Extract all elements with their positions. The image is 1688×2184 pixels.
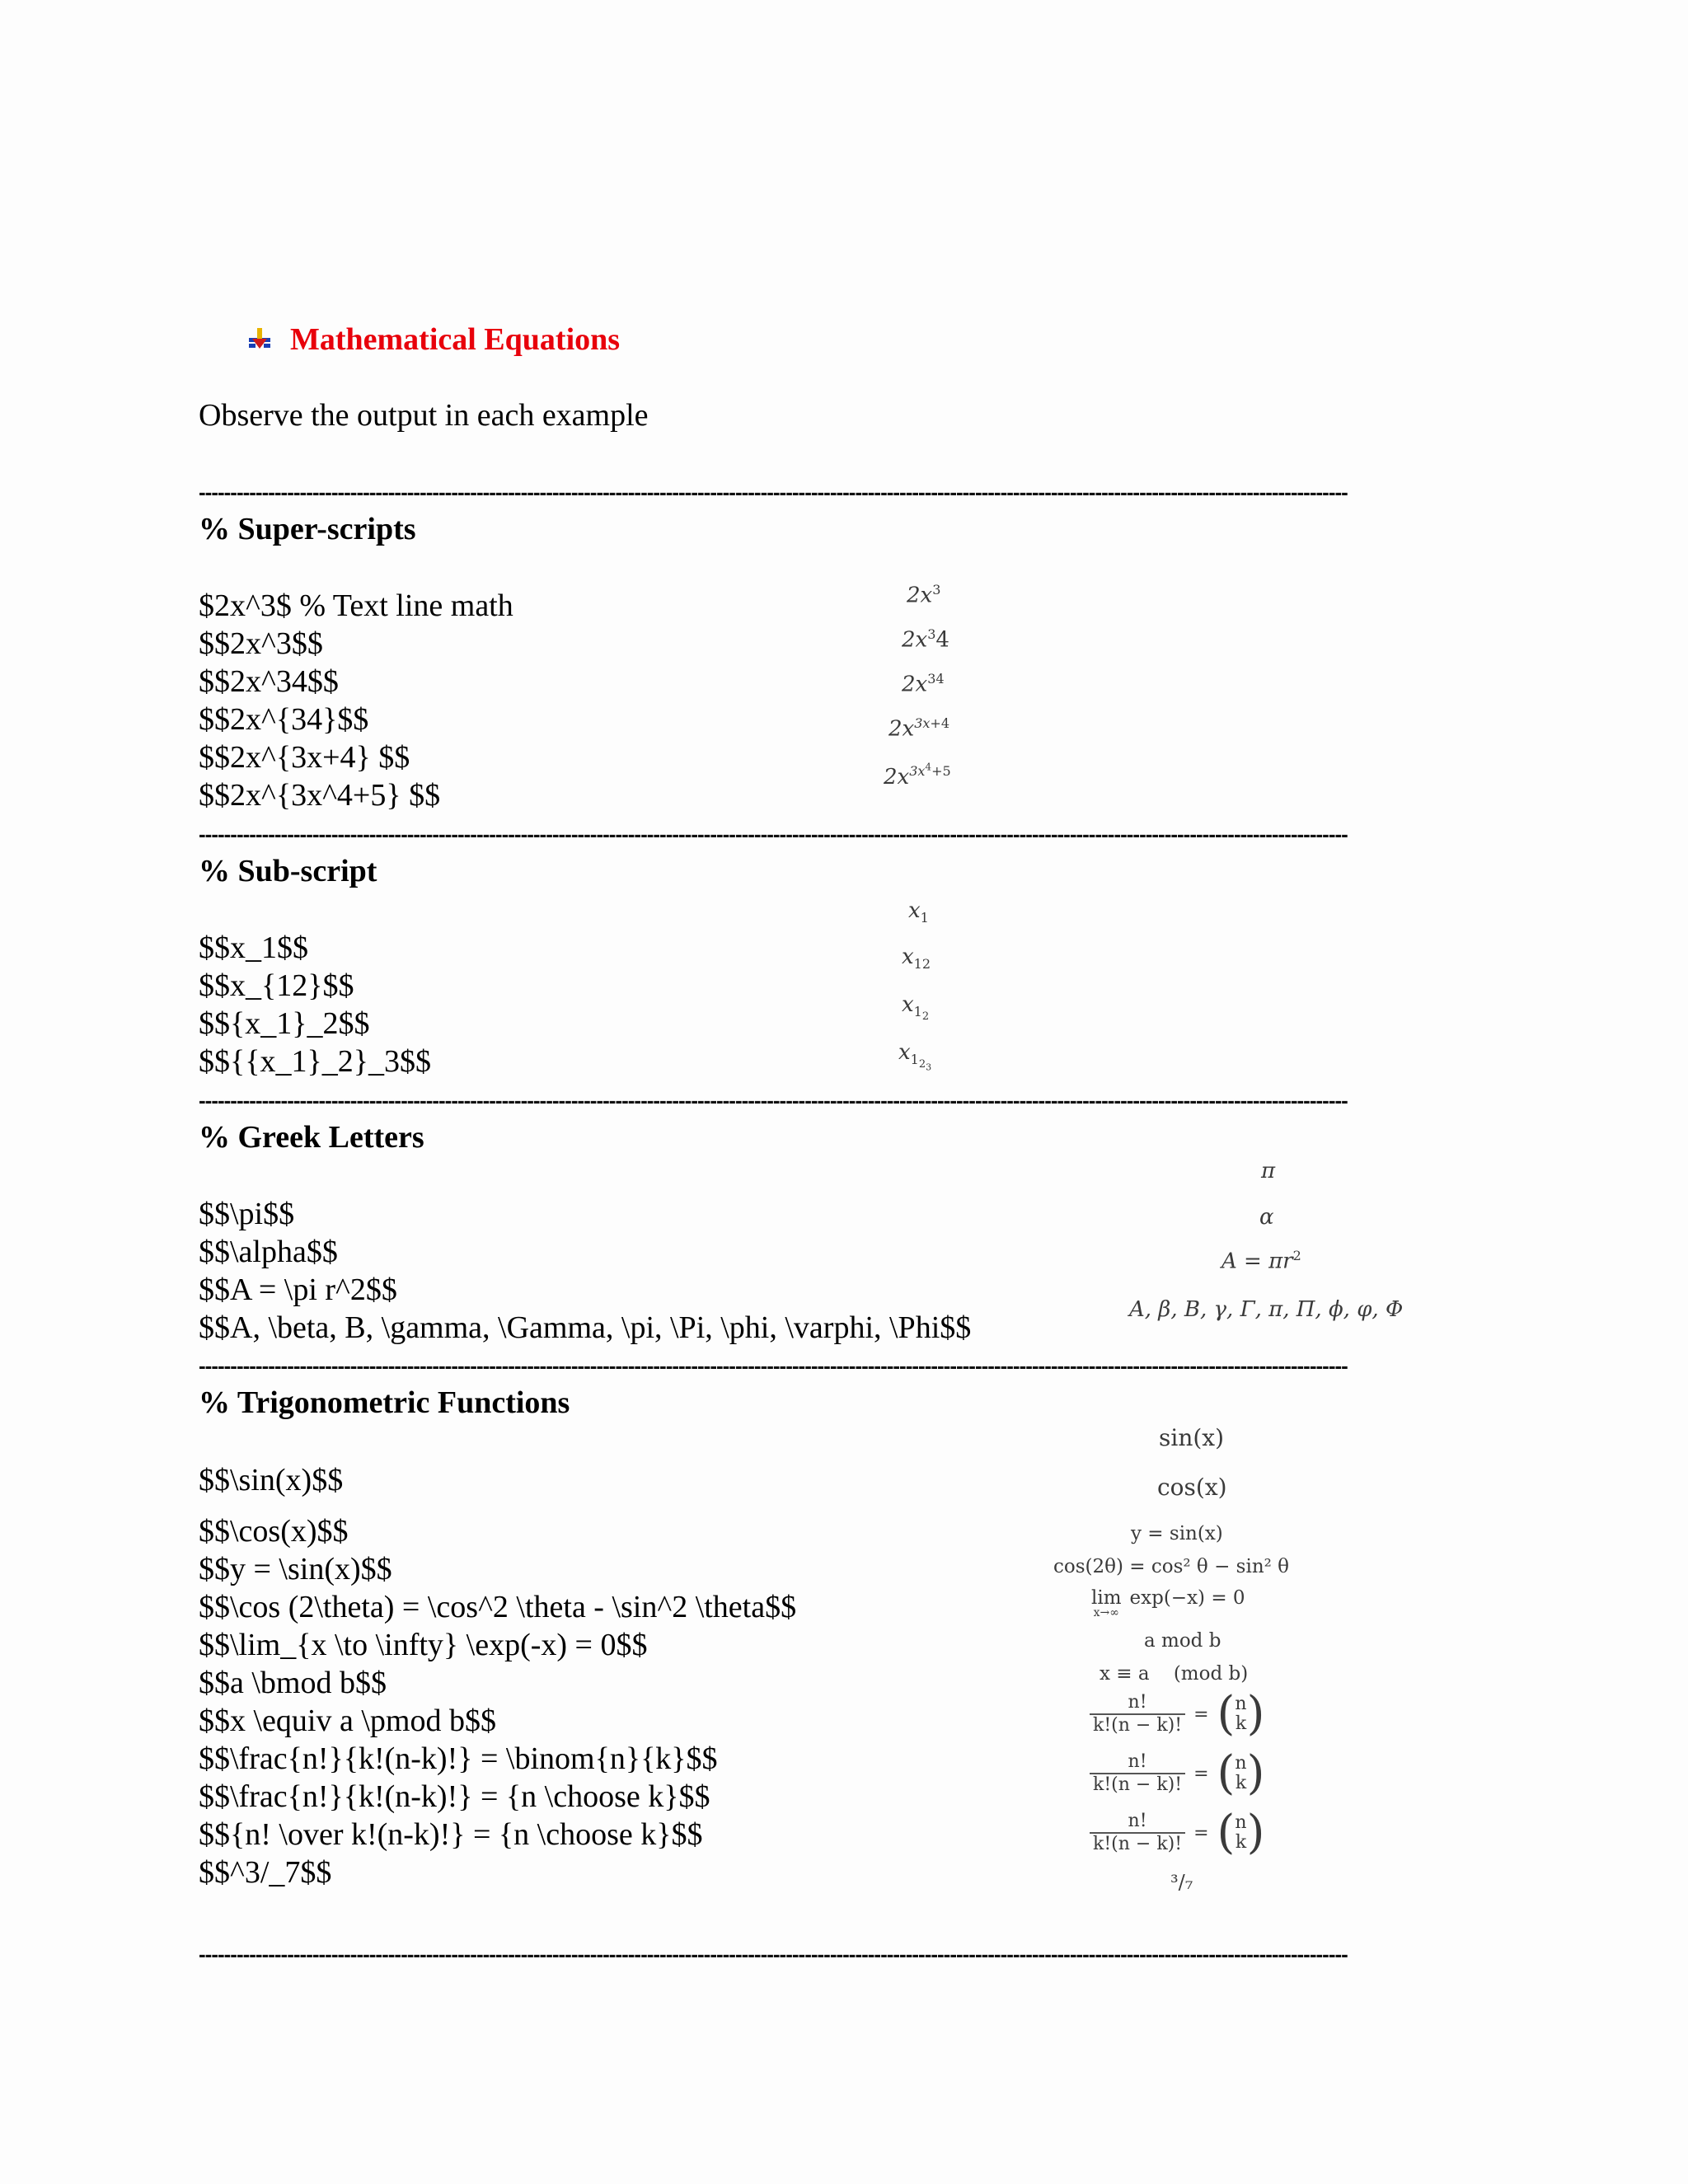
code-line: $$\pi$$ (199, 1197, 295, 1231)
rendered-equation: sin(x) (1159, 1424, 1224, 1451)
rendered-equation: $\frac{n!}{k!(n - k)!}$ = ( n k ) (1090, 1750, 1264, 1797)
code-line: $$\sin(x)$$ (199, 1463, 344, 1497)
rendered-equation: $x_1$ (908, 898, 929, 926)
rendered-equation: $\frac{n!}{k!(n - k)!}$ = ( n k ) (1090, 1691, 1264, 1737)
code-line: $$a \bmod b$$ (199, 1666, 387, 1700)
rendered-equation: $\frac{n!}{k!(n - k)!}$ = ( n k ) (1090, 1810, 1264, 1856)
code-line: $$x_{12}$$ (199, 968, 354, 1003)
code-line: $$2x^{34}$$ (199, 702, 369, 737)
down-arrow-bullet-icon (247, 327, 272, 352)
code-line: $${{x_1}_2}_3$$ (199, 1044, 431, 1079)
rendered-equation: $A = \pi r^2$ (1221, 1248, 1301, 1274)
code-line: $$x \equiv a \pmod b$$ (199, 1704, 496, 1738)
divider: -------------------------------------------------------------------------------------------------------------------------------------------------------------------------------------- (199, 1943, 1348, 1966)
code-line: $$2x^{3x+4} $$ (199, 740, 410, 775)
rendered-equation: lim x→∞ exp(−x) = 0 (1091, 1587, 1245, 1619)
code-line: $$\cos (2\theta) = \cos^2 \theta - \sin^2 \theta$$ (199, 1590, 797, 1624)
code-line: $$2x^34$$ (199, 664, 339, 699)
code-list-superscripts (199, 587, 513, 814)
code-line: $$2x^{3x^4+5} $$ (199, 778, 441, 813)
rendered-equation: $2x^3$ (907, 582, 941, 608)
rendered-equation: cos(x) (1157, 1474, 1227, 1501)
code-line: $${x_1}_2$$ (199, 1006, 370, 1041)
code-line: $$A, \beta, B, \gamma, \Gamma, \pi, \Pi, \phi, \varphi, \Phi$$ (199, 1310, 972, 1345)
code-line: $$x_1$$ (199, 930, 308, 965)
section-title-superscripts: % Super-scripts (199, 512, 416, 546)
rendered-equation: $2x^{3x^4+5}$ (884, 762, 951, 790)
code-line: $$\lim_{x \to \infty} \exp(-x) = 0$$ (199, 1628, 648, 1662)
rendered-equation: π (1261, 1159, 1276, 1183)
section-title-subscript: % Sub-script (199, 854, 377, 888)
code-list-trig (199, 1461, 796, 1891)
rendered-equation: $2x^{3x+4}$ (889, 715, 950, 742)
code-list-subscript (199, 929, 431, 1080)
divider: -------------------------------------------------------------------------------------------------------------------------------------------------------------------------------------- (199, 480, 1348, 504)
code-line: $${n! \over k!(n-k)!} = {n \choose k}$$ (199, 1817, 703, 1852)
rendered-equation: x ≡ a (mod b) (1100, 1663, 1249, 1685)
rendered-equation: α (1259, 1205, 1274, 1230)
code-line: $$\cos(x)$$ (199, 1514, 349, 1549)
divider: -------------------------------------------------------------------------------------------------------------------------------------------------------------------------------------- (199, 1089, 1348, 1112)
code-list-greek (199, 1195, 971, 1347)
rendered-equation: $x_{1_2}$ (902, 992, 930, 1024)
code-line: $$A = \pi r^2$$ (199, 1272, 397, 1307)
code-line: $$\frac{n!}{k!(n-k)!} = {n \choose k}$$ (199, 1779, 710, 1814)
code-line: $$\alpha$$ (199, 1235, 338, 1269)
code-line: $$y = \sin(x)$$ (199, 1552, 392, 1586)
code-line: $$2x^3$$ (199, 626, 323, 661)
rendered-equation: $x_{12}$ (902, 944, 931, 972)
section-title-trig: % Trigonometric Functions (199, 1385, 570, 1420)
intro-text: Observe the output in each example (199, 398, 649, 433)
rendered-equation: cos(2θ) = cos² θ − sin² θ (1053, 1556, 1290, 1577)
rendered-equation: ³/₇ (1170, 1871, 1193, 1894)
code-line: $$\frac{n!}{k!(n-k)!} = \binom{n}{k}$$ (199, 1741, 718, 1776)
section-title-greek: % Greek Letters (199, 1120, 424, 1155)
rendered-equation: $x_{1_{2_3}}$ (898, 1040, 932, 1073)
section-heading (247, 321, 620, 358)
rendered-equation: y = sin(x) (1131, 1523, 1223, 1544)
rendered-equation: A, β, B, γ, Γ, π, Π, ϕ, φ, Φ (1129, 1297, 1404, 1322)
code-line: $2x^3$ % Text line math (199, 588, 513, 623)
divider: -------------------------------------------------------------------------------------------------------------------------------------------------------------------------------------- (199, 1354, 1348, 1377)
code-line: $$^3/_7$$ (199, 1855, 332, 1890)
rendered-equation: $2x^{34}$ (902, 671, 945, 697)
divider: -------------------------------------------------------------------------------------------------------------------------------------------------------------------------------------- (199, 823, 1348, 846)
rendered-equation: $2x^34$ (902, 626, 950, 653)
heading-title: Mathematical Equations (290, 322, 621, 357)
rendered-equation: a mod b (1144, 1630, 1221, 1652)
